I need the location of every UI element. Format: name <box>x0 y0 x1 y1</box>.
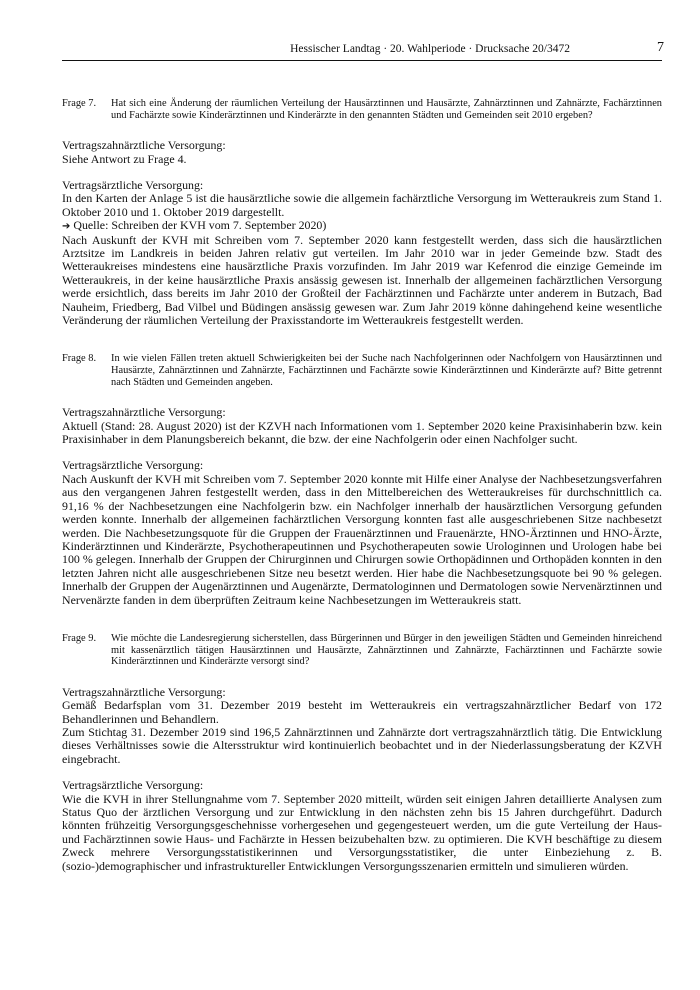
section-heading: Vertragsärztliche Versorgung: <box>62 178 204 192</box>
section-heading: Vertragszahnärztliche Versorgung: <box>62 138 226 153</box>
question-text: In wie vielen Fällen treten aktuell Schwierigkeiten bei der Suche nach Nachfolgerinnen oder Nachfolgern von Hausärztinnen und Hausärzte, Zahnärztinnen und Zahnärzte, Fachärztinnen und Fachärzte sowie Kinderärztinnen und Kinderärzte auf? Bitte getrennt nach Städten und Gemeinden angeben. <box>111 353 662 388</box>
header-text: Hessischer Landtag · 20. Wahlperiode · Drucksache 20/3472 <box>290 43 570 55</box>
document-body <box>62 98 662 886</box>
answer-section-dental <box>62 406 662 446</box>
question-label: Frage 7. <box>62 98 97 109</box>
page-number: 7 <box>657 40 664 55</box>
answer-paragraph: Siehe Antwort zu Frage 4. <box>62 151 187 166</box>
question-label: Frage 8. <box>62 353 97 365</box>
question-7 <box>62 98 662 121</box>
source-text: Quelle: Schreiben der KVH vom 7. September 2020) <box>73 218 327 233</box>
section-heading: Vertragszahnärztliche Versorgung: <box>62 405 226 420</box>
question-text: Wie möchte die Landesregierung sicherstellen, dass Bürgerinnen und Bürger in den jeweiligen Städten und Gemeinden hinreichend mit kassenärztlich tätigen Hausärztinnen und Hausärzte, Zahnärztinnen und Zahnärzte, Fachärztinnen und Fachärzte sowie Kinderärztinnen und Kinderärzte versorgt sind? <box>111 632 662 668</box>
question-9 <box>62 633 662 668</box>
question-label: Frage 9. <box>62 632 97 644</box>
answer-paragraph: Gemäß Bedarfsplan vom 31. Dezember 2019 besteht im Wetteraukreis ein vertragszahnärztlicher Bedarf von 172 Behandlerinnen und Behandlern. <box>62 698 662 726</box>
answer-paragraph: Nach Auskunft der KVH mit Schreiben vom 7. September 2020 kann festgestellt werden, dass sich die hausärztlichen Arztsitze im Landkreis in beiden Jahren relativ gut verteilen. Im Jahr 2010 war in jeder Gemeinde bzw. Stadt des Wetteraukreises mindestens eine hausärztliche Praxis vorzufinden. Im Jahr 2019 war Kefenrod die einzige Gemeinde im Wetteraukreis, in der keine hausärztliche Praxis ansässig gewesen ist. Innerhalb der allgemeinen fachärztlichen Versorgung werde ersichtlich, dass bereits im Jahr 2010 der Großteil der Fachärztinnen und Fachärzte unter anderem in Butzach, Bad Nauheim, Friedberg, Bad Vilbel und Büdingen ansässig gewesen war. Zum Jahr 2019 könne dahingehend keine wesentliche Veränderung der räumlichen Verteilung der Praxisstandorte im Wetteraukreis festgestellt werden. <box>62 232 662 328</box>
answer-section-dental <box>62 686 662 766</box>
answer-section-medical <box>62 459 662 606</box>
header-divider <box>62 60 662 61</box>
answer-paragraph: Nach Auskunft der KVH mit Schreiben vom 7. September 2020 konnte mit Hilfe einer Analyse der Nachbesetzungsverfahren aus den vergangenen Jahren festgestellt werden, dass in den Mittelbereichen des Wetteraukreises für durchschnittlich ca. 91,16 % der Nachbesetzungen eine Nachfolgerin bzw. ein Nachfolger innerhalb der hausärztlichen Versorgung gefunden werden konnte. Innerhalb der allgemeinen fachärztlichen Versorgung konnten fast alle ausgeschriebenen Sitze nachbesetzt werden. Die Nachbesetzungsquote für die Gruppen der Frauenärztinnen und Frauenärzte, HNO-Ärztinnen und HNO-Ärzte, Kinderärztinnen und Kinderärzte, Psychotherapeutinnen und Psychotherapeuten sowie Urologinnen und Urologen habe bei 100 % gelegen. Innerhalb der Gruppen der Chirurginnen und Chirurgen sowie Orthopädinnen und Orthopäden konnten in den letzten Jahren nicht alle ausgeschriebenen Sitze neu besetzt werden. Hier habe die Nachbesetzungsquote bei 90 % gelegen. Innerhalb der Gruppen der Augenärztinnen und Augenärzte, Dermatologinnen und Dermatologen sowie Nervenärztinnen und Nervenärzte fanden in dem überprüften Zeitraum keine Nachbesetzungen im Wetteraukreis statt. <box>62 471 662 607</box>
answer-paragraph: Wie die KVH in ihrer Stellungnahme vom 7. September 2020 mitteilt, würden seit einigen Jahren detaillierte Analysen zum Status Quo der ärztlichen Versorgung und zur Entwicklung in den nächsten zehn bis 15 Jahren durchgeführt. Dadurch könnten frühzeitig Versorgungsgeschehnisse vorhergesehen und gegengesteuert werden, um die gute Verteilung der Haus- und Fachärztinnen sowie Haus- und Fachärzte in Hessen beizubehalten bzw. zu optimieren. Die KVH beschäftige zu diesem Zweck mehrere Versorgungsstatistikerinnen und Versorgungsstatistiker, die unter Einbeziehung z. B. (sozio-)demographischer und infrastruktureller Entwicklungen Versorgungsszenarien ermitteln und simulieren würden. <box>62 791 662 873</box>
section-heading: Vertragsärztliche Versorgung: <box>62 778 204 793</box>
answer-section-medical <box>62 779 662 873</box>
question-text: Hat sich eine Änderung der räumlichen Verteilung der Hausärztinnen und Hausärzte, Zahnärztinnen und Zahnärzte, Fachärztinnen und Fachärzte sowie Kinderärztinnen und Kinderärzte in den genannten Städten und Gemeinden seit 2010 ergeben? <box>111 98 662 121</box>
source-note <box>62 219 662 233</box>
answer-section-medical <box>62 179 662 327</box>
answer-paragraph: Aktuell (Stand: 28. August 2020) ist der KZVH nach Informationen vom 1. September 2020 keine Praxisinhaberin bzw. kein Praxisinhaber in dem Planungsbereich bekannt, die bzw. der eine Nachfolgerin oder einen Nachfolger sucht. <box>62 418 662 447</box>
answer-paragraph: In den Karten der Anlage 5 ist die hausärztliche sowie die allgemein fachärztliche Versorgung im Wetteraukreis zum Stand 1. Oktober 2010 und 1. Oktober 2019 dargestellt. <box>62 191 662 219</box>
page-header <box>62 40 662 58</box>
question-8 <box>62 353 662 388</box>
arrow-right-icon: ➔ <box>62 221 71 233</box>
section-heading: Vertragsärztliche Versorgung: <box>62 458 204 473</box>
answer-paragraph: Zum Stichtag 31. Dezember 2019 sind 196,5 Zahnärztinnen und Zahnärzte dort vertragszahnärztlich tätig. Die Entwicklung dieses Verhältnisses sowie die Altersstruktur wird kontinuierlich beobachtet und in der Niederlassungsberatung der KZVH eingebracht. <box>62 724 662 766</box>
answer-section-dental <box>62 139 662 166</box>
section-heading: Vertragszahnärztliche Versorgung: <box>62 684 226 699</box>
